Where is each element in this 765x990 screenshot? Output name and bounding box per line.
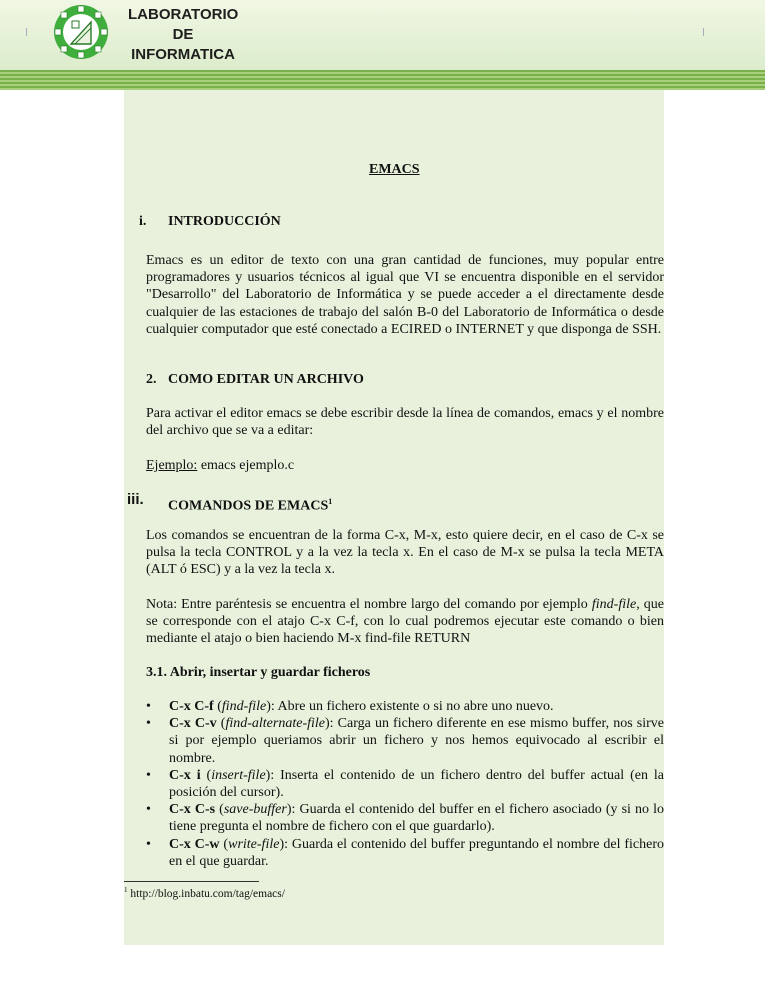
section-2-number: 2.: [146, 372, 157, 387]
header-tick-right: [703, 28, 704, 36]
section-3-body: Los comandos se encuentran de la forma C-x, M-x, esto quiere decir, en el caso de C-x se pulsa la tecla CONTROL y a la vez la tecla x. En el caso de M-x se pulsa la tecla META (ALT ó ESC) y a la vez la tecla x.: [146, 528, 664, 578]
subsection-3-1-heading: 3.1. Abrir, insertar y guardar ficheros: [146, 665, 371, 680]
section-3-title: COMANDOS DE EMACS: [168, 498, 329, 514]
example-line: [146, 457, 294, 474]
document-title: EMACS: [369, 162, 420, 177]
section-1-heading: INTRODUCCIÓN: [168, 214, 281, 229]
list-item: • C-x C-f (find-file): Abre un fichero existente o si no abre uno nuevo.: [146, 698, 664, 715]
section-2-heading: COMO EDITAR UN ARCHIVO: [168, 372, 364, 387]
note-text-end: , que se corresponde con el atajo C-x C-f, con lo cual podremos ejecutar este comando o bien mediante el atajo o bien haciendo M-x find-file RETURN: [146, 597, 665, 647]
note-command-name: find-file: [591, 597, 637, 612]
section-3-note: [146, 596, 664, 648]
org-name-line1: LABORATORIO: [128, 6, 239, 23]
section-3-heading: [168, 493, 332, 515]
footnote-separator: [124, 881, 259, 882]
section-2-body: Para activar el editor emacs se debe escribir desde la línea de comandos, emacs y el nombre del archivo que se va a editar:: [146, 406, 664, 439]
section-3-number: iii.: [127, 491, 144, 508]
list-item: • C-x C-v (find-alternate-file): Carga un fichero diferente en ese mismo buffer, nos sirve si por ejemplo queriamos abrir un fichero y nos hemos equivocado al escribir el nombre.: [146, 715, 664, 767]
organization-name: [128, 5, 238, 65]
laboratory-logo: [53, 4, 109, 60]
footnote-mark: 1: [124, 886, 128, 894]
section-1-number: i.: [139, 214, 147, 229]
list-item: • C-x i (insert-file): Inserta el contenido de un fichero dentro del buffer actual (en la posición del cursor).: [146, 767, 664, 801]
footnote-ref: 1: [328, 497, 333, 506]
note-text-start: Nota: Entre paréntesis se encuentra el nombre largo del comando por ejemplo: [146, 597, 592, 612]
example-label: Ejemplo:: [146, 458, 198, 473]
org-name-line3: INFORMATICA: [131, 46, 235, 63]
example-command: emacs ejemplo.c: [197, 458, 295, 473]
header-stripe: [0, 70, 765, 90]
footnote: [124, 886, 285, 900]
list-item: • C-x C-w (write-file): Guarda el contenido del buffer preguntando el nombre del fichero en el que guardar.: [146, 836, 664, 870]
command-list: [146, 698, 664, 870]
header-tick-left: [26, 28, 27, 36]
org-name-line2: DE: [172, 26, 194, 43]
footnote-url: http://blog.inbatu.com/tag/emacs/: [127, 887, 285, 900]
section-1-body: Emacs es un editor de texto con una gran cantidad de funciones, muy popular entre programadores y usuarios técnicos al igual que VI se encuentra disponible en el servidor "Desarrollo" del Laboratorio de Informática y se puede acceder a el directamente desde cualquier de las estaciones de trabajo del salón B-0 del Laboratorio de Informática o desde cualquier computador que esté conectado a ECIRED o INTERNET y que disponga de SSH.: [146, 253, 664, 337]
list-item: • C-x C-s (save-buffer): Guarda el contenido del buffer en el fichero asociado (y si no lo tiene pregunta el nombre de fichero con el que guardarlo).: [146, 801, 664, 835]
page-header: [0, 0, 765, 70]
